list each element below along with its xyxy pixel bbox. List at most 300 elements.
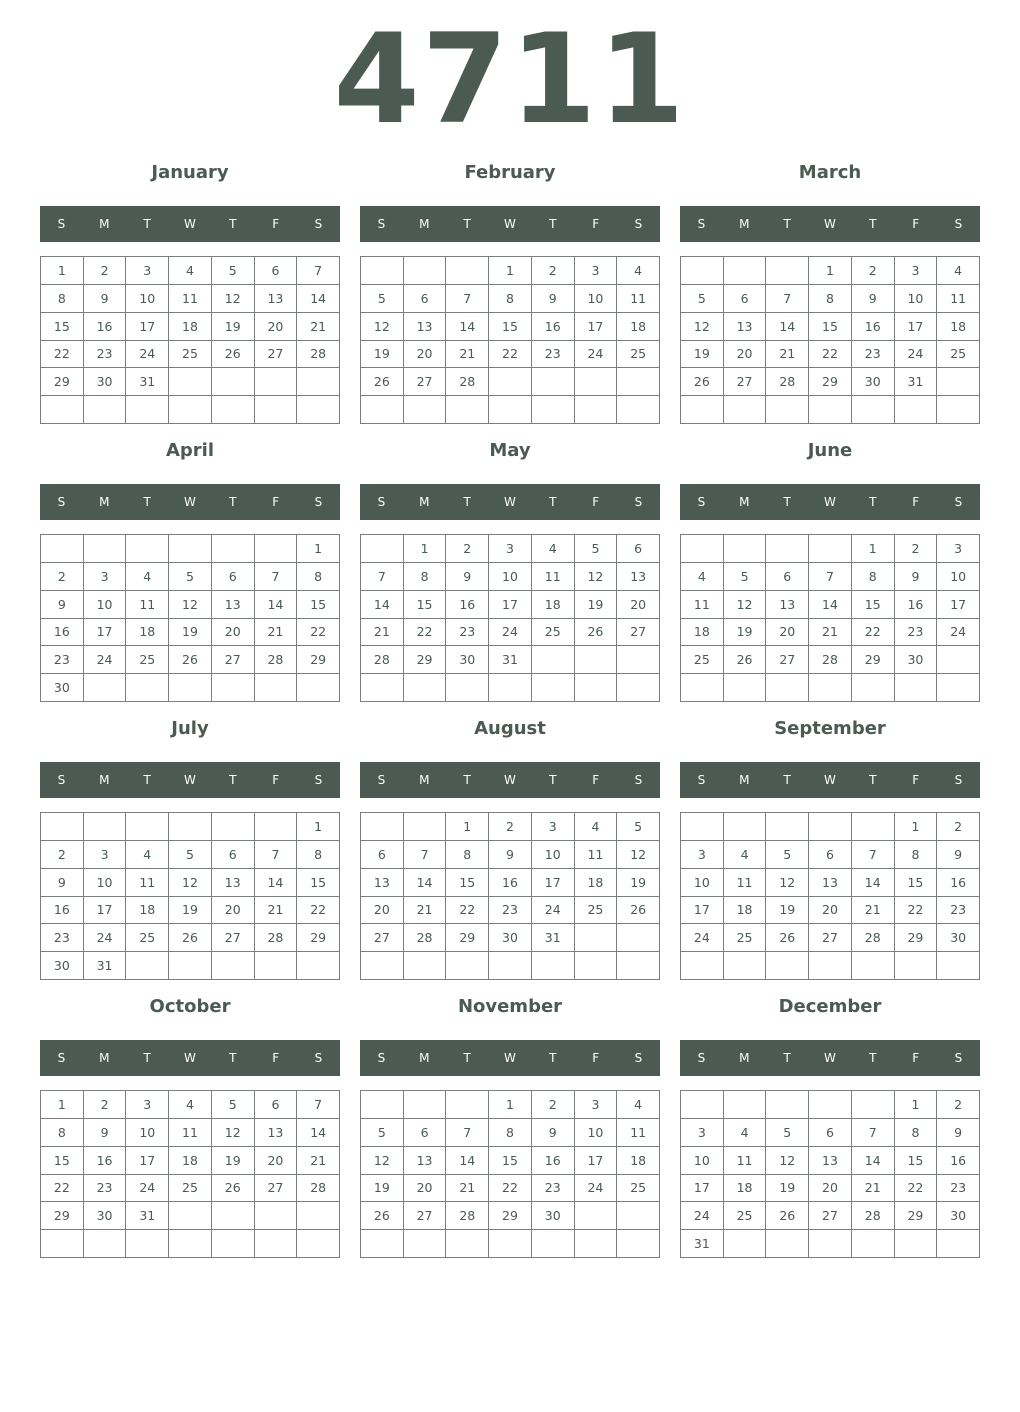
weekday-header: T — [783, 773, 791, 787]
weekday-header: T — [229, 495, 237, 509]
empty-day-cell — [575, 952, 618, 980]
day-cell: 14 — [766, 313, 809, 341]
day-cell: 9 — [532, 1119, 575, 1147]
day-cell: 7 — [809, 563, 852, 591]
day-cell: 20 — [724, 341, 767, 369]
empty-day-cell — [212, 396, 255, 424]
empty-day-cell — [255, 1202, 298, 1230]
day-cell: 13 — [809, 869, 852, 897]
day-cell: 7 — [255, 841, 298, 869]
day-cell: 6 — [255, 1091, 298, 1119]
day-cell: 11 — [575, 841, 618, 869]
empty-day-cell — [404, 396, 447, 424]
day-cell: 28 — [446, 1202, 489, 1230]
day-cell: 16 — [41, 619, 84, 647]
empty-day-cell — [937, 674, 980, 702]
empty-day-cell — [361, 396, 404, 424]
day-cell: 17 — [575, 313, 618, 341]
day-cell: 29 — [297, 646, 340, 674]
day-cell: 23 — [895, 619, 938, 647]
empty-day-cell — [766, 1091, 809, 1119]
day-cell: 17 — [532, 869, 575, 897]
day-cell: 26 — [169, 924, 212, 952]
day-cell: 21 — [297, 1147, 340, 1175]
day-cell: 16 — [532, 313, 575, 341]
day-cell: 22 — [809, 341, 852, 369]
day-cell: 6 — [404, 285, 447, 313]
day-cell: 4 — [575, 813, 618, 841]
month-name: August — [474, 718, 546, 739]
day-cell: 1 — [297, 813, 340, 841]
day-cell: 10 — [681, 1147, 724, 1175]
day-cell: 20 — [404, 341, 447, 369]
day-cell: 17 — [84, 619, 127, 647]
day-cell: 18 — [126, 897, 169, 925]
weekday-header: T — [783, 495, 791, 509]
day-cell: 6 — [212, 841, 255, 869]
weekday-header: T — [143, 495, 151, 509]
day-cell: 3 — [84, 841, 127, 869]
empty-day-cell — [361, 952, 404, 980]
weekday-header: T — [869, 495, 877, 509]
weekday-header: S — [697, 217, 706, 231]
day-cell: 16 — [852, 313, 895, 341]
day-cell: 26 — [361, 1202, 404, 1230]
empty-day-cell — [446, 1091, 489, 1119]
day-cell: 8 — [895, 1119, 938, 1147]
day-cell: 19 — [361, 1175, 404, 1203]
day-cell: 21 — [446, 341, 489, 369]
weekday-header: S — [314, 495, 323, 509]
day-cell: 1 — [852, 535, 895, 563]
day-cell: 22 — [489, 1175, 532, 1203]
empty-day-cell — [895, 1230, 938, 1258]
day-cell: 3 — [575, 1091, 618, 1119]
weekday-header: M — [739, 217, 750, 231]
empty-day-cell — [617, 924, 660, 952]
empty-day-cell — [724, 396, 767, 424]
day-grid — [40, 256, 340, 424]
day-cell: 10 — [84, 869, 127, 897]
day-cell: 7 — [446, 285, 489, 313]
empty-day-cell — [532, 396, 575, 424]
empty-day-cell — [169, 813, 212, 841]
day-cell: 8 — [41, 285, 84, 313]
day-cell: 9 — [852, 285, 895, 313]
day-cell: 24 — [681, 1202, 724, 1230]
empty-day-cell — [575, 674, 618, 702]
weekday-header: S — [377, 1051, 386, 1065]
day-cell: 20 — [212, 619, 255, 647]
day-cell: 15 — [297, 591, 340, 619]
day-cell: 8 — [895, 841, 938, 869]
day-cell: 5 — [766, 841, 809, 869]
weekday-header: S — [377, 217, 386, 231]
day-cell: 18 — [126, 619, 169, 647]
empty-day-cell — [809, 674, 852, 702]
day-cell: 18 — [724, 897, 767, 925]
empty-day-cell — [255, 368, 298, 396]
empty-day-cell — [937, 396, 980, 424]
empty-day-cell — [212, 535, 255, 563]
day-grid — [40, 812, 340, 980]
day-cell: 12 — [617, 841, 660, 869]
day-cell: 6 — [361, 841, 404, 869]
day-cell: 1 — [446, 813, 489, 841]
empty-day-cell — [41, 1230, 84, 1258]
empty-day-cell — [446, 952, 489, 980]
month-name: February — [464, 162, 556, 183]
day-cell: 18 — [617, 313, 660, 341]
empty-day-cell — [895, 674, 938, 702]
day-cell: 29 — [809, 368, 852, 396]
day-cell: 24 — [126, 341, 169, 369]
day-cell: 19 — [766, 1175, 809, 1203]
day-cell: 14 — [852, 869, 895, 897]
empty-day-cell — [617, 952, 660, 980]
empty-day-cell — [489, 674, 532, 702]
weekday-header: T — [229, 217, 237, 231]
day-cell: 5 — [681, 285, 724, 313]
day-cell: 23 — [84, 1175, 127, 1203]
day-cell: 7 — [852, 841, 895, 869]
empty-day-cell — [255, 952, 298, 980]
day-cell: 8 — [41, 1119, 84, 1147]
day-cell: 2 — [532, 1091, 575, 1119]
weekday-header: M — [739, 495, 750, 509]
day-cell: 1 — [41, 257, 84, 285]
weekday-header: S — [634, 773, 643, 787]
day-cell: 30 — [532, 1202, 575, 1230]
day-cell: 12 — [212, 1119, 255, 1147]
day-cell: 24 — [681, 924, 724, 952]
empty-day-cell — [895, 952, 938, 980]
day-cell: 15 — [895, 869, 938, 897]
day-cell: 15 — [41, 313, 84, 341]
empty-day-cell — [169, 1202, 212, 1230]
weekday-header: M — [419, 1051, 430, 1065]
empty-day-cell — [575, 646, 618, 674]
day-cell: 9 — [489, 841, 532, 869]
day-cell: 10 — [575, 285, 618, 313]
weekday-header: M — [99, 217, 110, 231]
empty-day-cell — [617, 1202, 660, 1230]
empty-day-cell — [84, 535, 127, 563]
day-cell: 11 — [169, 285, 212, 313]
day-cell: 10 — [575, 1119, 618, 1147]
day-cell: 26 — [212, 1175, 255, 1203]
weekday-header: F — [912, 495, 920, 509]
empty-day-cell — [212, 1230, 255, 1258]
year-title: 4711 — [333, 8, 687, 152]
day-cell: 15 — [297, 869, 340, 897]
day-cell: 21 — [809, 619, 852, 647]
weekday-header: S — [954, 773, 963, 787]
day-cell: 29 — [895, 924, 938, 952]
weekday-header-bar — [360, 1040, 660, 1076]
day-cell: 2 — [852, 257, 895, 285]
day-cell: 25 — [532, 619, 575, 647]
empty-day-cell — [126, 535, 169, 563]
weekday-header: S — [954, 1051, 963, 1065]
weekday-header: W — [184, 1051, 196, 1065]
day-cell: 29 — [41, 368, 84, 396]
weekday-header: W — [824, 217, 836, 231]
empty-day-cell — [126, 396, 169, 424]
day-cell: 26 — [681, 368, 724, 396]
weekday-header-bar — [680, 1040, 980, 1076]
weekday-header: S — [314, 1051, 323, 1065]
day-cell: 10 — [937, 563, 980, 591]
day-cell: 27 — [809, 1202, 852, 1230]
empty-day-cell — [681, 674, 724, 702]
empty-day-cell — [617, 674, 660, 702]
day-cell: 14 — [255, 591, 298, 619]
day-cell: 2 — [84, 257, 127, 285]
day-cell: 6 — [255, 257, 298, 285]
empty-day-cell — [404, 813, 447, 841]
empty-day-cell — [575, 1230, 618, 1258]
day-cell: 30 — [41, 674, 84, 702]
day-cell: 4 — [617, 257, 660, 285]
day-cell: 9 — [84, 1119, 127, 1147]
weekday-header: M — [419, 773, 430, 787]
day-cell: 7 — [766, 285, 809, 313]
weekday-header: W — [824, 1051, 836, 1065]
empty-day-cell — [126, 813, 169, 841]
day-cell: 17 — [126, 313, 169, 341]
weekday-header-bar — [680, 206, 980, 242]
weekday-header: S — [57, 1051, 66, 1065]
empty-day-cell — [681, 952, 724, 980]
empty-day-cell — [724, 952, 767, 980]
day-cell: 29 — [895, 1202, 938, 1230]
day-cell: 31 — [84, 952, 127, 980]
day-cell: 27 — [404, 1202, 447, 1230]
day-cell: 5 — [724, 563, 767, 591]
day-cell: 2 — [446, 535, 489, 563]
weekday-header: T — [869, 217, 877, 231]
day-cell: 19 — [681, 341, 724, 369]
empty-day-cell — [84, 396, 127, 424]
day-cell: 25 — [126, 646, 169, 674]
empty-day-cell — [937, 646, 980, 674]
empty-day-cell — [575, 924, 618, 952]
day-cell: 21 — [297, 313, 340, 341]
day-cell: 6 — [809, 1119, 852, 1147]
month-name: November — [457, 996, 563, 1017]
day-cell: 5 — [766, 1119, 809, 1147]
day-cell: 8 — [446, 841, 489, 869]
empty-day-cell — [404, 257, 447, 285]
empty-day-cell — [446, 674, 489, 702]
weekday-header: M — [99, 1051, 110, 1065]
empty-day-cell — [532, 368, 575, 396]
empty-day-cell — [532, 646, 575, 674]
day-cell: 2 — [489, 813, 532, 841]
day-cell: 22 — [446, 897, 489, 925]
empty-day-cell — [404, 952, 447, 980]
day-grid — [360, 256, 660, 424]
day-grid — [360, 812, 660, 980]
day-cell: 23 — [41, 924, 84, 952]
weekday-header: F — [272, 1051, 280, 1065]
day-cell: 5 — [361, 285, 404, 313]
day-cell: 17 — [895, 313, 938, 341]
weekday-header: S — [57, 773, 66, 787]
empty-day-cell — [446, 257, 489, 285]
day-cell: 11 — [126, 869, 169, 897]
day-cell: 21 — [255, 619, 298, 647]
empty-day-cell — [212, 674, 255, 702]
day-cell: 8 — [489, 1119, 532, 1147]
day-cell: 15 — [809, 313, 852, 341]
day-cell: 6 — [404, 1119, 447, 1147]
weekday-header: S — [954, 495, 963, 509]
day-cell: 19 — [169, 619, 212, 647]
empty-day-cell — [255, 1230, 298, 1258]
day-cell: 6 — [766, 563, 809, 591]
month-name: July — [171, 718, 209, 739]
day-cell: 19 — [212, 1147, 255, 1175]
day-cell: 6 — [809, 841, 852, 869]
empty-day-cell — [297, 674, 340, 702]
day-cell: 17 — [575, 1147, 618, 1175]
weekday-header: W — [184, 773, 196, 787]
day-cell: 22 — [895, 1175, 938, 1203]
day-cell: 28 — [404, 924, 447, 952]
day-cell: 21 — [852, 1175, 895, 1203]
day-cell: 25 — [169, 1175, 212, 1203]
day-cell: 17 — [681, 1175, 724, 1203]
day-cell: 26 — [766, 1202, 809, 1230]
day-cell: 1 — [404, 535, 447, 563]
weekday-header: S — [634, 217, 643, 231]
empty-day-cell — [212, 1202, 255, 1230]
empty-day-cell — [84, 674, 127, 702]
empty-day-cell — [532, 952, 575, 980]
empty-day-cell — [852, 1230, 895, 1258]
day-cell: 26 — [724, 646, 767, 674]
day-cell: 29 — [404, 646, 447, 674]
day-grid — [40, 1090, 340, 1258]
day-cell: 24 — [126, 1175, 169, 1203]
day-cell: 15 — [404, 591, 447, 619]
day-cell: 9 — [41, 591, 84, 619]
weekday-header: F — [272, 217, 280, 231]
day-cell: 7 — [361, 563, 404, 591]
day-cell: 4 — [937, 257, 980, 285]
day-cell: 29 — [297, 924, 340, 952]
day-cell: 1 — [489, 257, 532, 285]
day-grid — [680, 534, 980, 702]
day-cell: 22 — [852, 619, 895, 647]
day-cell: 27 — [766, 646, 809, 674]
day-cell: 1 — [809, 257, 852, 285]
day-cell: 1 — [895, 1091, 938, 1119]
day-cell: 4 — [724, 1119, 767, 1147]
day-cell: 25 — [617, 1175, 660, 1203]
day-cell: 24 — [532, 897, 575, 925]
day-cell: 30 — [937, 924, 980, 952]
day-cell: 19 — [575, 591, 618, 619]
day-cell: 23 — [446, 619, 489, 647]
day-cell: 11 — [681, 591, 724, 619]
day-cell: 27 — [212, 646, 255, 674]
weekday-header: T — [463, 1051, 471, 1065]
day-cell: 20 — [255, 313, 298, 341]
day-cell: 23 — [489, 897, 532, 925]
empty-day-cell — [895, 396, 938, 424]
day-cell: 27 — [724, 368, 767, 396]
day-cell: 17 — [84, 897, 127, 925]
day-cell: 25 — [937, 341, 980, 369]
day-cell: 12 — [169, 869, 212, 897]
day-cell: 22 — [895, 897, 938, 925]
day-cell: 14 — [404, 869, 447, 897]
weekday-header: F — [592, 217, 600, 231]
day-cell: 28 — [361, 646, 404, 674]
day-cell: 16 — [937, 869, 980, 897]
day-cell: 17 — [681, 897, 724, 925]
day-cell: 13 — [809, 1147, 852, 1175]
day-cell: 18 — [617, 1147, 660, 1175]
empty-day-cell — [575, 396, 618, 424]
day-cell: 1 — [895, 813, 938, 841]
empty-day-cell — [532, 1230, 575, 1258]
day-cell: 18 — [532, 591, 575, 619]
day-cell: 27 — [255, 341, 298, 369]
weekday-header-bar — [680, 484, 980, 520]
weekday-header: T — [549, 495, 557, 509]
empty-day-cell — [404, 1230, 447, 1258]
day-cell: 13 — [724, 313, 767, 341]
weekday-header: F — [272, 773, 280, 787]
weekday-header: W — [504, 773, 516, 787]
day-cell: 23 — [41, 646, 84, 674]
day-cell: 5 — [169, 563, 212, 591]
empty-day-cell — [212, 368, 255, 396]
day-cell: 25 — [126, 924, 169, 952]
month-name: January — [151, 162, 229, 183]
empty-day-cell — [681, 535, 724, 563]
day-grid — [680, 812, 980, 980]
weekday-header: T — [143, 217, 151, 231]
day-cell: 12 — [361, 1147, 404, 1175]
day-cell: 9 — [937, 841, 980, 869]
weekday-header: T — [783, 1051, 791, 1065]
day-cell: 20 — [766, 619, 809, 647]
empty-day-cell — [169, 396, 212, 424]
day-cell: 29 — [41, 1202, 84, 1230]
empty-day-cell — [489, 952, 532, 980]
day-cell: 12 — [766, 1147, 809, 1175]
weekday-header: T — [549, 1051, 557, 1065]
empty-day-cell — [169, 1230, 212, 1258]
day-cell: 8 — [489, 285, 532, 313]
day-cell: 16 — [895, 591, 938, 619]
day-cell: 27 — [255, 1175, 298, 1203]
weekday-header-bar — [360, 484, 660, 520]
empty-day-cell — [532, 674, 575, 702]
day-cell: 22 — [41, 1175, 84, 1203]
day-cell: 9 — [84, 285, 127, 313]
day-cell: 26 — [617, 897, 660, 925]
day-cell: 16 — [937, 1147, 980, 1175]
day-cell: 31 — [895, 368, 938, 396]
empty-day-cell — [852, 1091, 895, 1119]
weekday-header: F — [912, 1051, 920, 1065]
